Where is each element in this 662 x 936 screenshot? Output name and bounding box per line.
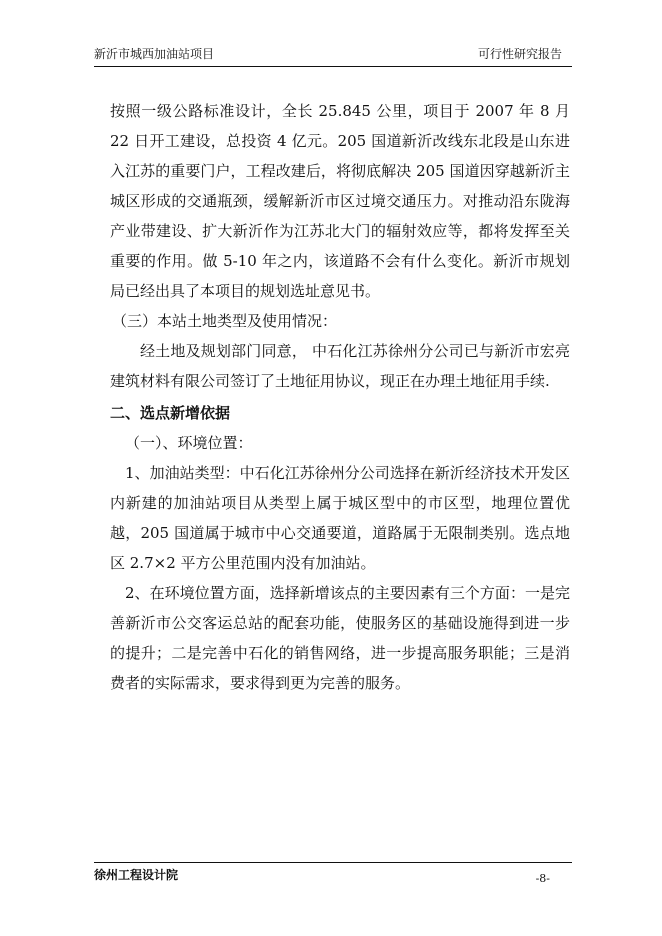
page-header <box>94 44 572 64</box>
header-rule <box>94 66 572 67</box>
section-heading-site-basis: 二、选点新增依据 <box>110 404 231 422</box>
paragraph-land-agreement: 经土地及规划部门同意， 中石化江苏徐州分公司已与新沂市宏亮建筑材料有限公司签订了土地征用协议，现正在办理土地征用手续. <box>110 342 570 390</box>
paragraph-road-background: 按照一级公路标准设计，全长 25.845 公里，项目于 2007 年 8 月 22 日开工建设，总投资 4 亿元。205 国道新沂改线东北段是山东进入江苏的重要门户，工程改建后，将彻底解决 205 国道因穿越新沂主城区形成的交通瓶颈，缓解新沂市区过境交通压力。对推动沿东陇海产业带建设、扩大新沂作为江苏北大门的辐射效应等，都将发挥至关重要的作用。做 5-10 年之内，该道路不会有什么变化。新沂市规划局已经出具了本项目的规划选址意见书。 <box>110 102 570 300</box>
subheading-environment-location: （一）、环境位置： <box>125 434 253 452</box>
footer-institute-name: 徐州工程设计院 <box>94 868 179 882</box>
document-body <box>110 96 570 698</box>
paragraph-station-type: 1、加油站类型：中石化江苏徐州分公司选择在新沂经济技术开发区内新建的加油站项目从类型上属于城区型中的市区型，地理位置优越，205 国道属于城市中心交通要道，道路属于无限制类别。选点地区 2.7×2 平方公里范围内没有加油站。 <box>110 464 570 572</box>
paragraph-environment-factors: 2、在环境位置方面，选择新增该点的主要因素有三个方面：一是完善新沂市公交客运总站的配套功能，使服务区的基础设施得到进一步的提升；二是完善中石化的销售网络，进一步提高服务职能；三是消费者的实际需求，要求得到更为完善的服务。 <box>110 584 570 692</box>
subheading-land-type: （三）本站土地类型及使用情况： <box>112 312 338 330</box>
header-report-type: 可行性研究报告 <box>477 47 562 61</box>
footer-rule <box>94 862 572 863</box>
page-footer <box>94 866 572 886</box>
page-number: -8- <box>535 872 550 885</box>
header-project-title: 新沂市城西加油站项目 <box>94 47 215 61</box>
